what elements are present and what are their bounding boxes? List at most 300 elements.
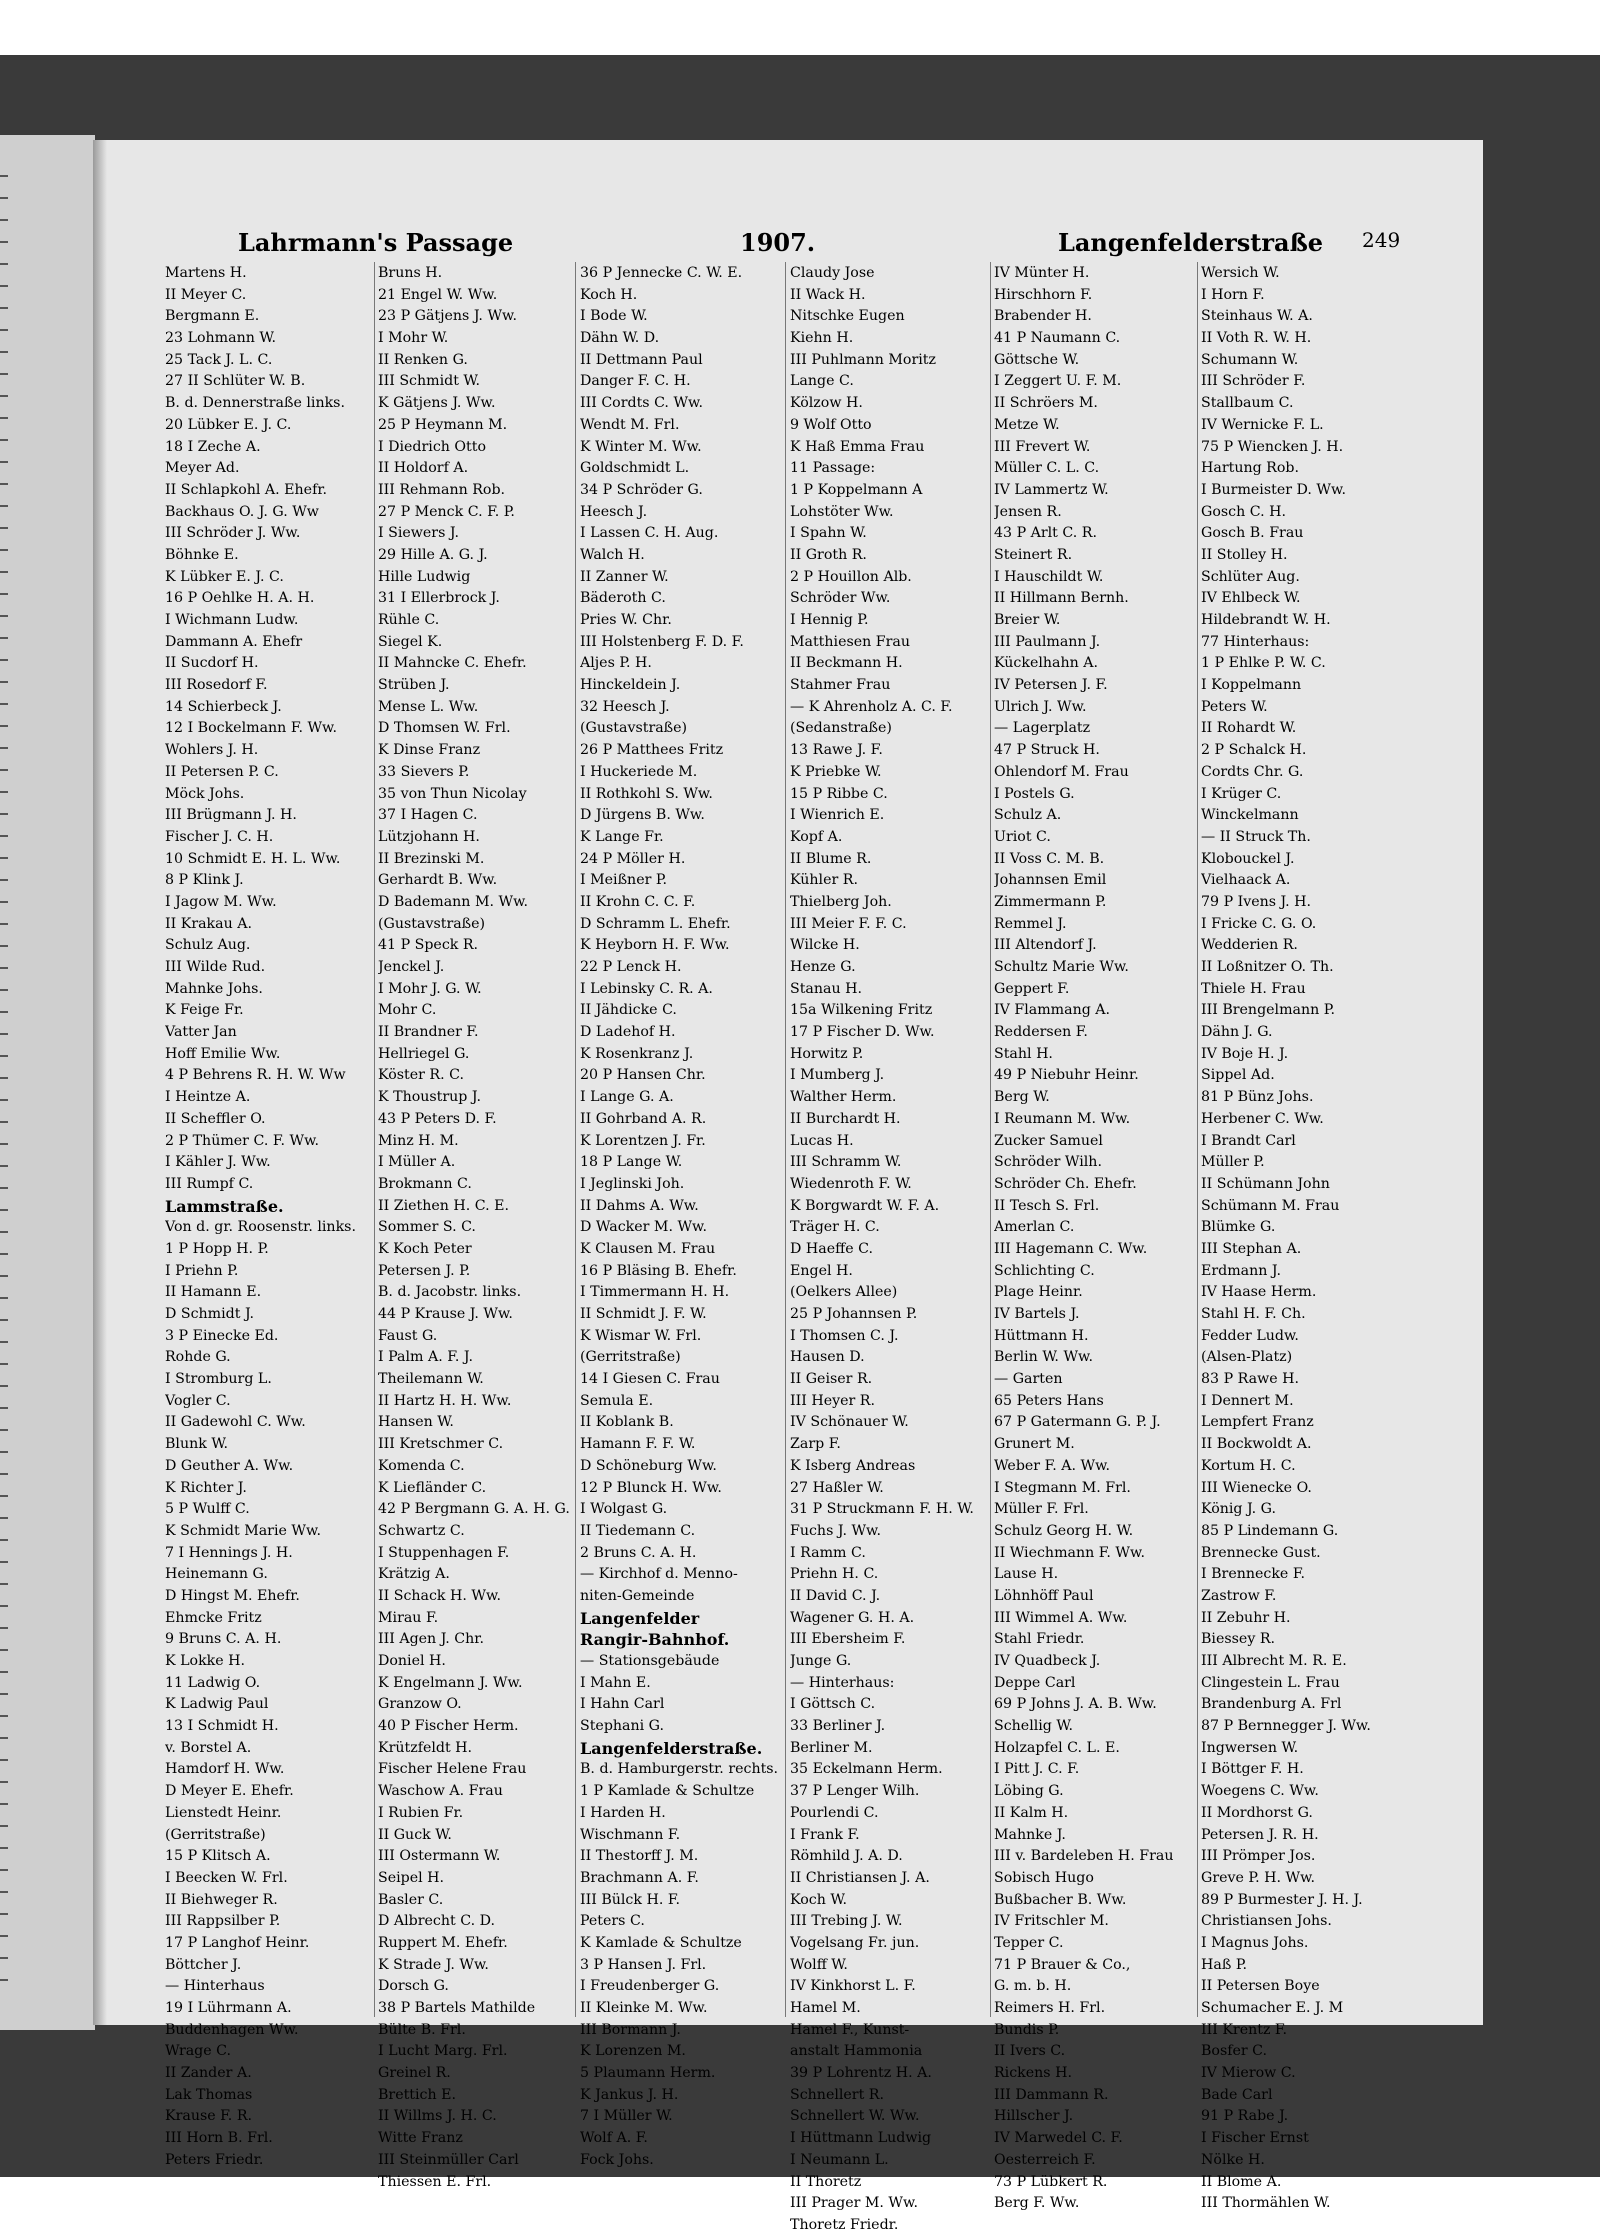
directory-entry: Stanau H. [790,980,863,997]
directory-entry: I Palm A. F. J. [378,1349,473,1366]
directory-entry: Zimmermann P. [994,893,1107,910]
directory-entry: (Sedanstraße) [790,720,892,737]
bleed-mark [0,1935,8,1937]
directory-entry: II Groth R. [790,546,867,563]
directory-entry: III Rumpf C. [165,1175,254,1192]
directory-entry: Römhild J. A. D. [790,1848,903,1865]
directory-entry: K Lübker E. J. C. [165,568,284,585]
directory-entry: Fuchs J. Ww. [790,1522,882,1539]
directory-entry: 36 P Jennecke C. W. E. [580,265,743,281]
directory-entry: K Lokke H. [165,1653,246,1669]
directory-entry: Ruppert M. Ehefr. [378,1934,508,1951]
bleed-mark [0,1231,8,1233]
directory-entry: I Horn F. [1201,286,1265,303]
directory-entry: 2 P Houillon Alb. [790,568,912,585]
directory-entry: Brachmann A. F. [580,1869,699,1886]
directory-entry: Hamel F., Kunst- [790,2021,910,2038]
directory-entry: III Horn B. Frl. [165,2130,273,2147]
bleed-mark [0,1209,8,1211]
directory-entry: II Voss C. M. B. [994,850,1105,867]
directory-entry: II Kalm H. [994,1804,1069,1821]
directory-entry: 11 Ladwig O. [165,1674,261,1691]
directory-entry: III Wilde Rud. [165,959,266,975]
directory-entry: 17 P Langhof Heinr. [165,1934,310,1951]
directory-entry: II Christiansen J. A. [790,1869,930,1886]
directory-entry: Bosfer C. [1201,2043,1268,2060]
directory-entry: 25 P Heymann M. [378,416,508,433]
directory-entry: Cordts Chr. G. [1201,763,1304,780]
bleed-mark [0,1957,8,1959]
directory-entry: Walch H. [580,546,645,563]
bleed-mark [0,329,8,331]
directory-entry: Reimers H. Frl. [994,2000,1106,2016]
directory-entry: Siegel K. [378,633,443,650]
directory-entry: Wohlers J. H. [165,742,259,759]
directory-entry: K Ladwig Paul [165,1696,269,1713]
directory-entry: 4 P Behrens R. H. W. Ww [165,1067,346,1084]
bleed-mark [0,681,8,683]
directory-entry: Jenckel J. [378,959,445,975]
directory-entry: Granzow O. [378,1696,462,1713]
bleed-mark [0,1055,8,1057]
directory-entry: III Thormählen W. [1201,2195,1331,2212]
directory-entry: 10 Schmidt E. H. L. Ww. [165,850,341,867]
directory-entry: K Feige Fr. [165,1002,244,1019]
bleed-mark [0,1319,8,1321]
directory-entry: anstalt Hammonia [790,2043,923,2060]
directory-entry: Hellriegel G. [378,1045,470,1062]
directory-entry: IV Wernicke F. L. [1201,416,1324,433]
directory-entry: 11 Passage: [790,460,876,477]
directory-entry: III Stephan A. [1201,1240,1302,1257]
directory-entry: Dorsch G. [378,1978,449,1995]
directory-entry: Zastrow F. [1201,1587,1277,1604]
bleed-mark [0,901,8,903]
directory-entry: Steinhaus W. A. [1201,308,1313,325]
directory-entry: D Wacker M. Ww. [580,1219,708,1236]
directory-entry: Nölke H. [1201,2151,1265,2168]
directory-entry: 23 Lohmann W. [165,330,276,347]
directory-entry: Rühle C. [378,612,440,628]
directory-entry: — Lagerplatz [994,720,1091,737]
directory-entry: 9 Bruns C. A. H. [165,1631,282,1648]
directory-entry: Köster R. C. [378,1067,464,1084]
directory-entry: Sobisch Hugo [994,1869,1094,1886]
column-4 [790,263,1000,2237]
directory-entry: Schnellert R. [790,2086,884,2103]
directory-entry: Hartung Rob. [1201,460,1299,477]
directory-entry: Mahnke Johs. [165,980,263,997]
directory-entry: 8 P Klink J. [165,872,244,889]
directory-entry: Blümke G. [1201,1219,1276,1236]
directory-entry: III Rehmann Rob. [378,481,506,498]
bleed-mark [0,835,8,837]
directory-entry: K Strade J. Ww. [378,1956,489,1973]
directory-entry: Lause H. [994,1566,1059,1583]
directory-entry: I Stromburg L. [165,1371,272,1388]
directory-entry: Schümann M. Frau [1201,1197,1340,1214]
bleed-mark [0,1649,8,1651]
directory-entry: Bundis P. [994,2021,1060,2038]
directory-entry: I Rubien Fr. [378,1804,464,1821]
directory-entry: Peters Friedr. [165,2151,264,2168]
directory-entry: Doniel H. [378,1653,446,1669]
directory-entry: 43 P Arlt C. R. [994,525,1097,542]
directory-entry: (Oelkers Allee) [790,1284,898,1301]
directory-entry: Hansen W. [378,1414,454,1431]
directory-entry: I Reumann M. Ww. [994,1110,1131,1127]
directory-entry: K Lange Fr. [580,828,664,845]
directory-entry: Thoretz Friedr. [790,2216,899,2233]
directory-entry: II Schlapkohl A. Ehefr. [165,481,328,498]
directory-entry: II Schack H. Ww. [378,1587,501,1604]
directory-entry: II David C. J. [790,1587,881,1604]
directory-entry: 1 P Hopp H. P. [165,1240,269,1257]
directory-entry: I Postels G. [994,785,1075,802]
directory-entry: I Meißner P. [580,872,668,889]
directory-entry: II Thestorff J. M. [580,1848,699,1865]
bleed-mark [0,1297,8,1299]
directory-entry: 81 P Bünz Johs. [1201,1089,1314,1106]
directory-entry: Deppe Carl [994,1674,1076,1691]
directory-entry: Komenda C. [378,1457,465,1474]
directory-entry: Mense L. Ww. [378,698,479,715]
bleed-mark [0,989,8,991]
directory-entry: Winckelmann [1201,807,1299,824]
directory-entry: Goldschmidt L. [580,460,690,477]
directory-entry: II Schmidt J. F. W. [580,1306,707,1322]
directory-entry: Wersich W. [1201,265,1280,281]
directory-entry: 14 Schierbeck J. [165,698,282,715]
header-right: Langenfelderstraße [1058,228,1324,257]
directory-entry: Schwartz C. [378,1522,465,1539]
directory-entry: Möck Johs. [165,785,245,802]
bleed-mark [0,1033,8,1035]
directory-entry: K Gätjens J. Ww. [378,395,496,412]
directory-entry: Mirau F. [378,1609,439,1626]
directory-entry: Bergmann E. [165,308,260,325]
directory-entry: I Hüttmann Ludwig [790,2130,932,2147]
directory-entry: B. d. Hamburgerstr. rechts. [580,1761,779,1778]
directory-entry: II Beckmann H. [790,655,903,672]
directory-entry: Kückelhahn A. [994,655,1099,672]
directory-entry: I Kähler J. Ww. [165,1154,271,1171]
directory-entry: Langenfelder [580,1608,700,1628]
directory-entry: Mahnke J. [994,1826,1066,1843]
directory-entry: Metze W. [994,416,1060,433]
directory-entry: Pries W. Chr. [580,612,672,628]
directory-entry: K Liefländer C. [378,1479,487,1496]
directory-entry: 85 P Lindemann G. [1201,1522,1339,1539]
directory-entry: Horwitz P. [790,1045,864,1062]
directory-entry: I Jeglinski Joh. [580,1175,685,1192]
directory-entry: IV Fritschler M. [994,1913,1109,1930]
directory-entry: II Sucdorf H. [165,655,259,672]
bleed-mark [0,1341,8,1343]
directory-entry: Bruns H. [378,265,443,281]
directory-entry: I Mohr J. G. W. [378,980,482,997]
directory-entry: Löbing G. [994,1783,1064,1800]
directory-entry: Henze G. [790,959,856,975]
directory-entry: II Petersen P. C. [165,763,279,780]
directory-entry: Kühler R. [790,872,858,889]
directory-entry: Zucker Samuel [994,1132,1103,1149]
directory-entry: Holzapfel C. L. E. [994,1739,1120,1756]
directory-entry: Lak Thomas [165,2086,253,2103]
directory-entry: 20 Lübker E. J. C. [165,416,292,433]
directory-entry: Ingwersen W. [1201,1739,1299,1756]
directory-entry: 16 P Oehlke H. A. H. [165,590,315,607]
directory-entry: I Stegmann M. Frl. [994,1479,1131,1496]
directory-entry: Priehn H. C. [790,1566,879,1583]
bleed-mark [0,307,8,309]
directory-entry: I Hauschildt W. [994,568,1104,585]
directory-entry: II Hartz H. H. Ww. [378,1392,512,1409]
directory-entry: III Schröder J. Ww. [165,525,301,542]
directory-entry: I Krüger C. [1201,785,1282,802]
directory-entry: 67 P Gatermann G. P. J. [994,1414,1161,1431]
bleed-mark [0,1627,8,1629]
directory-entry: Brettich E. [378,2086,457,2103]
directory-entry: II Dettmann Paul [580,351,703,368]
bleed-mark [0,923,8,925]
directory-entry: Stephani G. [580,1718,665,1735]
directory-entry: 91 P Rabe J. [1201,2108,1289,2125]
directory-entry: K Isberg Andreas [790,1457,916,1474]
directory-entry: Semula E. [580,1392,654,1409]
directory-entry: IV Quadbeck J. [994,1653,1101,1669]
directory-entry: König J. G. [1201,1501,1276,1518]
directory-entry: Petersen J. R. H. [1201,1826,1319,1843]
directory-entry: Göttsche W. [994,351,1080,368]
directory-entry: 1 P Ehlke P. W. C. [1201,655,1326,672]
directory-entry: Fedder Ludw. [1201,1327,1299,1344]
bleed-mark [0,1275,8,1277]
directory-entry: I Lebinsky C. R. A. [580,980,713,997]
directory-entry: I Hahn Carl [580,1696,665,1713]
directory-entry: III Kretschmer C. [378,1436,504,1453]
directory-entry: Martens H. [165,265,247,281]
directory-entry: Faust G. [378,1327,438,1344]
directory-entry: II Scheffler O. [165,1110,266,1127]
bleed-mark [0,395,8,397]
bleed-mark [0,1429,8,1431]
directory-entry: Steinert R. [994,546,1073,563]
directory-entry: II Rothkohl S. Ww. [580,785,713,802]
directory-entry: Weber F. A. Ww. [994,1457,1111,1474]
directory-entry: K Koch Peter [378,1240,472,1257]
directory-entry: Dähn J. G. [1201,1024,1273,1041]
directory-entry: 29 Hille A. G. J. [378,546,488,563]
directory-entry: III v. Bardeleben H. Frau [994,1848,1174,1865]
directory-entry: II Dahms A. Ww. [580,1197,699,1214]
directory-entry: 37 P Lenger Wilh. [790,1783,920,1800]
directory-entry: K Wismar W. Frl. [580,1327,702,1344]
directory-entry: Stahl H. [994,1045,1053,1062]
directory-entry: Müller F. Frl. [994,1501,1089,1518]
directory-entry: B. d. Jacobstr. links. [378,1284,522,1301]
directory-entry: — II Struck Th. [1201,828,1311,845]
directory-entry: IV Mierow C. [1201,2065,1296,2082]
directory-entry: D Hingst M. Ehefr. [165,1587,300,1604]
directory-entry: 79 P Ivens J. H. [1201,893,1312,910]
directory-entry: G. m. b. H. [994,1978,1072,1995]
directory-entry: IV Flammang A. [994,1002,1111,1019]
directory-entry: K Engelmann J. Ww. [378,1674,523,1691]
directory-entry: 31 I Ellerbrock J. [378,590,500,607]
directory-entry: Brandenburg A. Frl [1201,1696,1342,1713]
directory-entry: Vogler C. [165,1392,231,1409]
directory-entry: 2 Bruns C. A. H. [580,1544,697,1561]
bleed-mark [0,1473,8,1475]
directory-entry: Engel H. [790,1262,853,1279]
directory-entry: Geppert F. [994,980,1070,997]
directory-entry: III Steinmüller Carl [378,2151,519,2168]
directory-entry: Träger H. C. [790,1219,880,1236]
bleed-mark [0,241,8,243]
directory-entry: III Prager M. Ww. [790,2195,918,2212]
directory-entry: Herbener C. Ww. [1201,1110,1324,1127]
directory-entry: II Schümann John [1201,1175,1330,1192]
directory-entry: I Magnus Johs. [1201,1934,1309,1951]
directory-entry: Hillscher J. [994,2108,1074,2125]
directory-entry: II Hillmann Bernh. [994,590,1129,607]
directory-entry: Haß P. [1201,1956,1247,1973]
directory-entry: I Brennecke F. [1201,1566,1305,1583]
column-1 [165,263,375,2172]
directory-entry: Fischer J. C. H. [165,828,274,845]
page-gutter-shadow [93,140,107,2025]
directory-entry: K Heyborn H. F. Ww. [580,937,730,954]
directory-entry: I Mohr W. [378,330,449,347]
directory-entry: II Mahncke C. Ehefr. [378,655,527,672]
directory-entry: Mohr C. [378,1002,437,1019]
bleed-mark [0,1671,8,1673]
directory-entry: I Timmermann H. H. [580,1284,730,1301]
directory-entry: Rohde G. [165,1349,231,1366]
directory-entry: I Zeggert U. F. M. [994,373,1122,390]
directory-entry: 20 P Hansen Chr. [580,1067,706,1084]
directory-entry: I Siewers J. [378,525,459,542]
directory-entry: III Dammann R. [994,2086,1109,2103]
directory-entry: Fock Johs. [580,2151,654,2168]
directory-entry: Hirschhorn F. [994,286,1093,303]
directory-entry: 1 P Koppelmann A [790,481,923,498]
directory-entry: 5 P Wulff C. [165,1501,250,1518]
directory-entry: Peters C. [580,1913,645,1930]
directory-entry: Lienstedt Heinr. [165,1804,282,1821]
directory-entry: K Dinse Franz [378,742,481,759]
directory-entry: 69 P Johns J. A. B. Ww. [994,1696,1157,1713]
directory-entry: I Frank F. [790,1826,860,1843]
directory-entry: Hausen D. [790,1349,865,1366]
directory-entry: Schulz Aug. [165,937,251,954]
column-6 [1201,263,1411,2215]
directory-entry: III Paulmann J. [994,633,1101,650]
directory-entry: Kiehn H. [790,330,854,347]
directory-entry: I Wienrich E. [790,807,885,824]
bleed-mark [0,549,8,551]
directory-entry: 7 I Müller W. [580,2108,673,2125]
directory-entry: Peters W. [1201,698,1268,715]
directory-entry: D Jürgens B. Ww. [580,807,705,824]
directory-entry: 22 P Lenck H. [580,959,682,975]
directory-entry: 89 P Burmester J. H. J. [1201,1891,1363,1908]
directory-entry: Fischer Helene Frau [378,1761,527,1778]
directory-entry: Kölzow H. [790,395,863,412]
directory-entry: II Tiedemann C. [580,1522,696,1539]
directory-entry: Stahl Friedr. [994,1631,1085,1648]
bleed-mark [0,1737,8,1739]
directory-entry: K Haß Emma Frau [790,438,925,455]
directory-entry: 87 P Bernnegger J. Ww. [1201,1718,1371,1735]
directory-entry: I Böttger F. H. [1201,1761,1304,1778]
directory-entry: III Puhlmann Moritz [790,351,936,368]
directory-entry: II Meyer C. [165,286,247,303]
bleed-mark [0,659,8,661]
directory-entry: Heesch J. [580,503,648,520]
directory-entry: Sommer S. C. [378,1219,476,1236]
column-3 [580,263,790,2172]
bleed-mark [0,1847,8,1849]
directory-entry: K Winter M. Ww. [580,438,702,455]
bleed-mark [0,1407,8,1409]
directory-entry: K Richter J. [165,1479,247,1496]
directory-entry: Rickens H. [994,2065,1072,2082]
directory-entry: 33 Berliner J. [790,1718,886,1735]
directory-entry: Lempfert Franz [1201,1414,1314,1431]
directory-entry: Oesterreich F. [994,2151,1096,2168]
directory-entry: Stahmer Frau [790,677,891,694]
directory-entry: Dammann A. Ehefr [165,633,303,650]
directory-entry: II Guck W. [378,1826,452,1843]
bleed-mark [0,285,8,287]
directory-entry: Grunert M. [994,1436,1075,1453]
directory-entry: 15 P Klitsch A. [165,1848,271,1865]
directory-entry: 23 P Gätjens J. Ww. [378,308,517,325]
bleed-mark [0,505,8,507]
directory-entry: Jensen R. [994,503,1062,520]
directory-entry: II Blume R. [790,850,872,867]
bleed-mark [0,637,8,639]
page-number: 249 [1362,228,1401,252]
directory-entry: 12 P Blunck H. Ww. [580,1479,722,1496]
directory-entry: Thielberg Joh. [790,893,892,910]
bleed-mark [0,351,8,353]
directory-entry: K Lorenzen M. [580,2043,686,2060]
directory-entry: 9 Wolf Otto [790,416,872,433]
directory-entry: 42 P Bergmann G. A. H. G. [378,1501,570,1518]
directory-entry: 13 Rawe J. F. [790,742,883,759]
directory-entry: Bäderoth C. [580,590,666,607]
bleed-mark [0,175,8,177]
directory-entry: Christiansen Johs. [1201,1913,1332,1930]
directory-entry: D Schramm L. Ehefr. [580,915,731,932]
directory-entry: III Hagemann C. Ww. [994,1240,1148,1257]
directory-entry: Hüttmann H. [994,1327,1089,1344]
directory-entry: III Schmidt W. [378,373,481,390]
directory-entry: Schulz Georg H. W. [994,1522,1134,1539]
directory-entry: Ohlendorf M. Frau [994,763,1129,780]
directory-entry: D Schmidt J. [165,1306,255,1322]
bleed-mark [0,1605,8,1607]
directory-entry: I Göttsch C. [790,1696,876,1713]
directory-entry: II Krohn C. C. F. [580,893,696,910]
directory-entry: 16 P Bläsing B. Ehefr. [580,1262,737,1279]
directory-entry: IV Haase Herm. [1201,1284,1317,1301]
bleed-mark [0,1495,8,1497]
directory-entry: Thiele H. Frau [1201,980,1306,997]
